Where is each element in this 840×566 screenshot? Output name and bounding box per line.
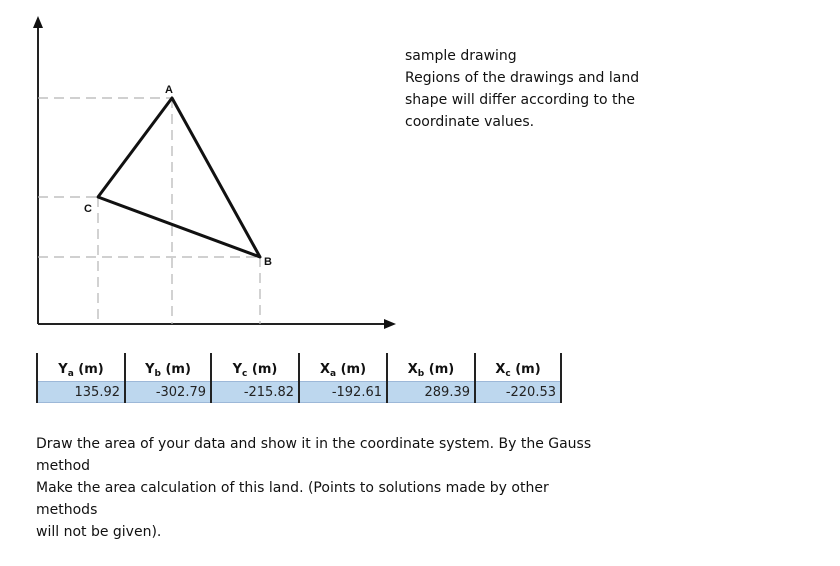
task-line: will not be given). — [36, 524, 162, 540]
table-cell: 289.39 — [387, 382, 475, 403]
column-header: $X_c$ (m) — [475, 353, 561, 382]
vertex-label-b: B — [264, 256, 272, 268]
table-header-row — [37, 353, 561, 382]
note-line: shape will differ according to the — [405, 92, 636, 108]
task-line: Draw the area of your data and show it in the coordinate system. By the Gauss — [36, 436, 592, 452]
vertex-label-c: C — [84, 203, 92, 215]
task-instructions — [36, 433, 636, 543]
task-line: methods — [36, 502, 98, 518]
table-cell: 135.92 — [37, 382, 125, 403]
table-row — [37, 382, 561, 403]
table-cell: -215.82 — [211, 382, 299, 403]
table-cell: -192.61 — [299, 382, 387, 403]
vertex-label-a: A — [165, 84, 173, 96]
coordinates-table — [36, 353, 562, 403]
column-header: $Y_b$ (m) — [125, 353, 211, 382]
note-line: Regions of the drawings and land — [405, 70, 640, 86]
y-axis-arrow-icon — [33, 16, 43, 28]
column-header: $Y_a$ (m) — [37, 353, 125, 382]
note-title: sample drawing — [405, 48, 517, 64]
column-header: $X_b$ (m) — [387, 353, 475, 382]
table-cell: -220.53 — [475, 382, 561, 403]
table-cell: -302.79 — [125, 382, 211, 403]
x-axis-arrow-icon — [384, 319, 396, 329]
task-line: method — [36, 458, 91, 474]
column-header: $X_a$ (m) — [299, 353, 387, 382]
task-line: Make the area calculation of this land. (Points to solutions made by other — [36, 480, 549, 496]
triangle-parcel — [98, 98, 260, 257]
sample-drawing-note — [405, 45, 665, 133]
column-header: $Y_c$ (m) — [211, 353, 299, 382]
note-line: coordinate values. — [405, 114, 535, 130]
